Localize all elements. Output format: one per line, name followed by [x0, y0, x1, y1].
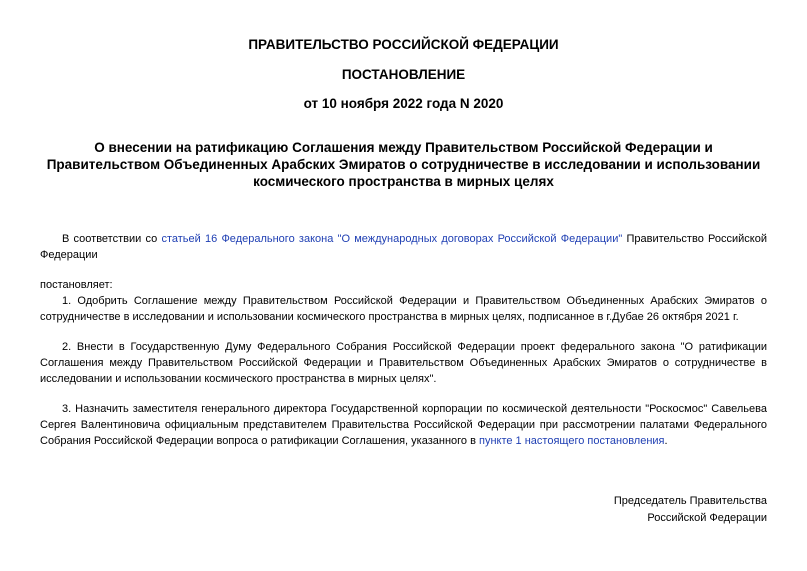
- item-3-text-end: .: [664, 435, 668, 447]
- item-2-paragraph: 2. Внести в Государственную Думу Федерального Собрания Российской Федерации проект федерального закона "О ратификации Соглашения между Правительством Российской Федерации и Правительством Объединенных Арабских Эмиратов о сотрудничестве в исследовании и использовании космического пространства в мирных целях".: [40, 341, 767, 385]
- item-3-text: 3. Назначить заместителя генерального директора Государственной корпорации по космической деятельности "Роскосмос" Савельева Сергея Валентиновича официальным представителем Правительства Российской Федерации при рассмотрении палатами Федерального Собрания Российской Федерации вопроса о ратификации Соглашения, указанного в: [40, 403, 767, 447]
- signature-position: Председатель Правительства: [613, 495, 767, 507]
- preamble-text-end: Правительство Российской Федерации: [40, 233, 767, 261]
- document-title: О внесении на ратификацию Соглашения между Правительством Российской Федерации и Правительством Объединенных Арабских Эмиратов о сотрудничестве в исследовании и использовании космического пространства в мирных целях: [46, 140, 761, 189]
- signature-block: [614, 493, 767, 527]
- document-type: ПОСТАНОВЛЕНИЕ: [341, 67, 466, 82]
- preamble-paragraph: [40, 231, 767, 263]
- signature-organization: Российской Федерации: [647, 512, 767, 524]
- preamble-text-start: В соответствии со: [62, 233, 162, 245]
- decrees-label: постановляет:: [40, 279, 113, 291]
- document-date-number: от 10 ноября 2022 года N 2020: [303, 96, 504, 111]
- item-1-paragraph: 1. Одобрить Соглашение между Правительством Российской Федерации и Правительством Объединенных Арабских Эмиратов о сотрудничестве в исследовании и использовании космического пространства в мирных целях, подписанное в г.Дубае 26 октября 2021 г.: [40, 295, 767, 323]
- item-1-reference-link[interactable]: пункте 1 настоящего постановления: [479, 435, 665, 447]
- issuer-heading: ПРАВИТЕЛЬСТВО РОССИЙСКОЙ ФЕДЕРАЦИИ: [248, 37, 559, 52]
- item-3-paragraph: [40, 401, 767, 449]
- law-article-link[interactable]: статьей 16 Федерального закона "О международных договорах Российской Федерации": [161, 233, 623, 245]
